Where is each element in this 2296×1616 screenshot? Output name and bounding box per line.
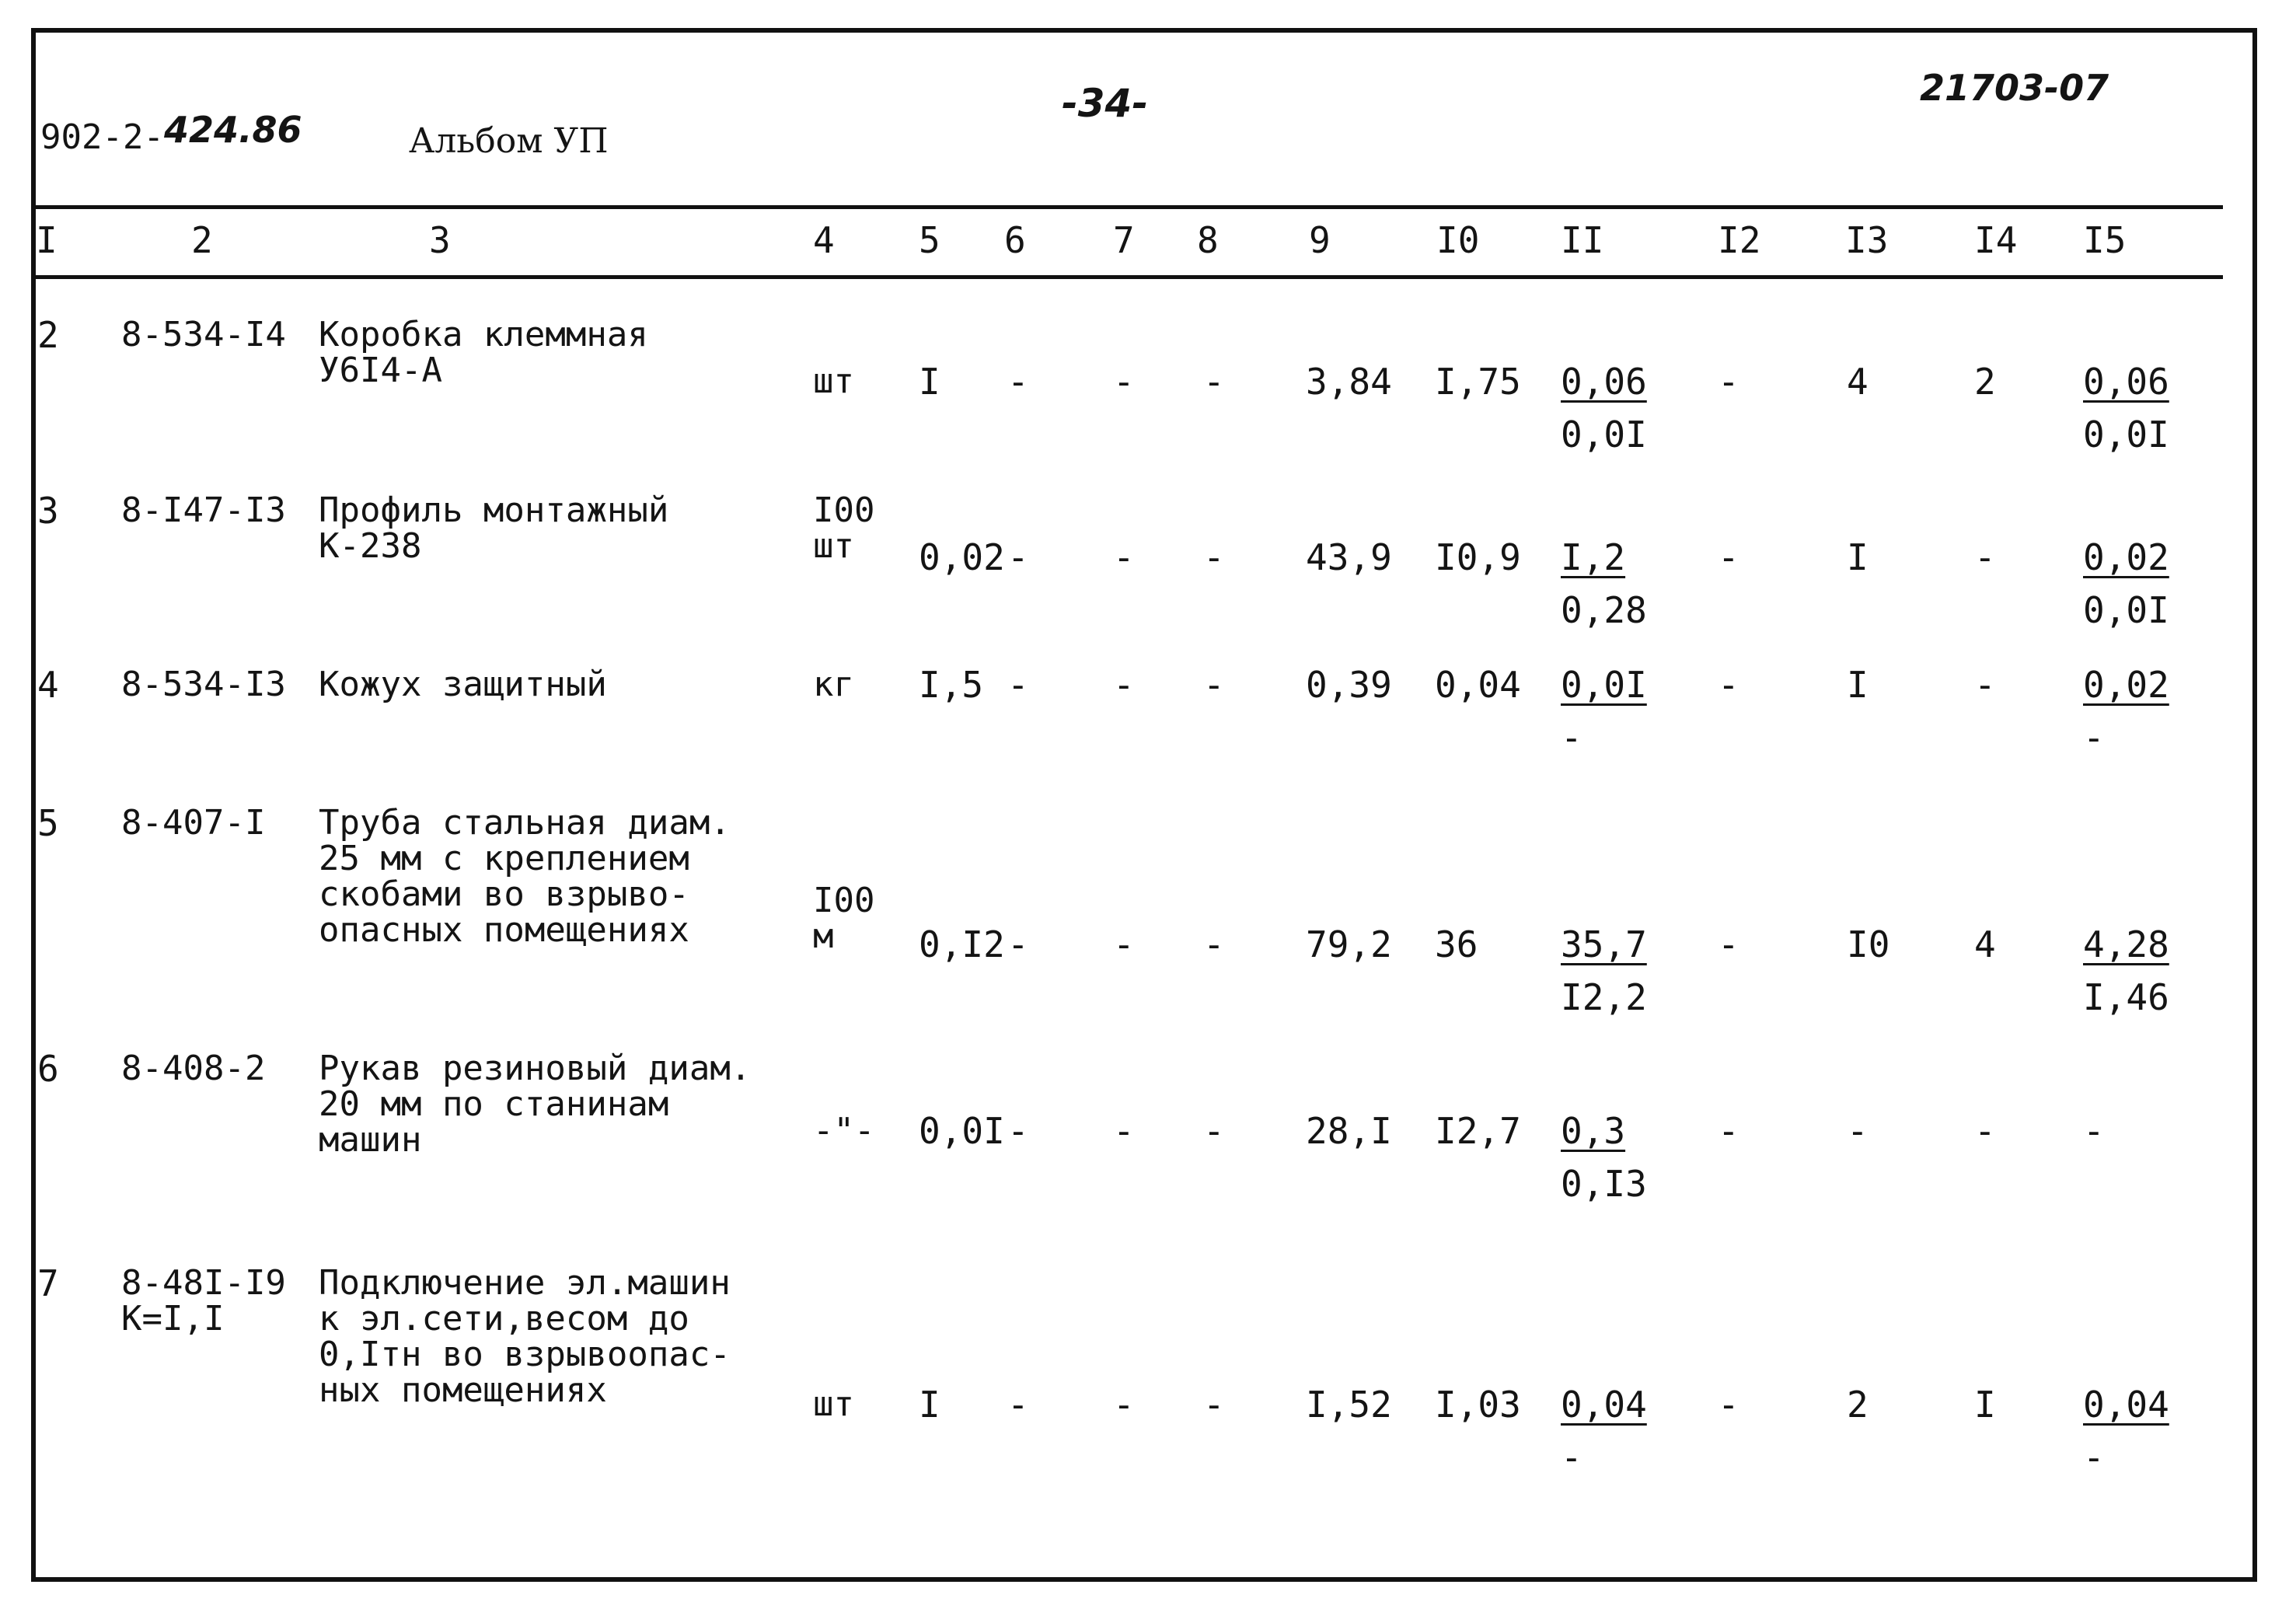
cell-c11-bottom: 0,0I xyxy=(1561,414,1647,455)
cell-c11-top: 35,7 xyxy=(1561,923,1647,965)
column-header-11: II xyxy=(1561,219,1604,261)
cell-c8: - xyxy=(1203,536,1225,578)
cell-c11-top: 0,04 xyxy=(1561,1384,1647,1426)
cell-c7: - xyxy=(1113,1110,1135,1152)
cell-c13: I xyxy=(1847,536,1869,578)
cell-c15-top: - xyxy=(2083,1110,2105,1152)
work-description: Коробка клеммная У6I4-А xyxy=(319,315,648,390)
column-header-2: 2 xyxy=(191,219,213,261)
cell-c14: - xyxy=(1974,536,1996,578)
work-description: Кожух защитный xyxy=(319,665,607,704)
column-header-12: I2 xyxy=(1718,219,1761,261)
cell-c14: I xyxy=(1974,1384,1996,1426)
cell-c8: - xyxy=(1203,1110,1225,1152)
cell-c15-top: 0,02 xyxy=(2083,536,2169,578)
doc-code-handwritten: 424.86 xyxy=(163,109,302,151)
row-number: 2 xyxy=(37,314,59,356)
row-number: 4 xyxy=(37,664,59,706)
cell-c12: - xyxy=(1718,536,1739,578)
unit-of-measure: I00 шт xyxy=(813,490,875,566)
header-top-rule xyxy=(36,205,2223,209)
cell-c13: I xyxy=(1847,664,1869,706)
cell-c8: - xyxy=(1203,1384,1225,1426)
column-header-8: 8 xyxy=(1197,219,1219,261)
unit-of-measure: I00 м xyxy=(813,881,875,956)
sheet-code: 21703-07 xyxy=(1920,67,2109,109)
cell-c15-bottom: 0,0I xyxy=(2083,589,2169,631)
cell-c11-top: I,2 xyxy=(1561,536,1626,578)
column-header-10: I0 xyxy=(1436,219,1480,261)
cell-c7: - xyxy=(1113,536,1135,578)
resource-code: 8-48I-I9 К=I,I xyxy=(121,1263,286,1339)
page-number: -34- xyxy=(1062,81,1149,126)
cell-c11-bottom: 0,28 xyxy=(1561,589,1647,631)
cell-c9: 43,9 xyxy=(1306,536,1392,578)
cell-c9: I,52 xyxy=(1306,1384,1392,1426)
cell-c9: 0,39 xyxy=(1306,664,1392,706)
cell-c9: 79,2 xyxy=(1306,923,1392,965)
cell-c10: I,03 xyxy=(1435,1384,1521,1426)
unit-of-measure: шт xyxy=(813,1384,854,1424)
cell-c7: - xyxy=(1113,1384,1135,1426)
cell-c10: I0,9 xyxy=(1435,536,1521,578)
cell-c12: - xyxy=(1718,1110,1739,1152)
cell-c14: 2 xyxy=(1974,361,1996,403)
cell-c5: 0,02 xyxy=(919,536,1005,578)
cell-c10: 0,04 xyxy=(1435,664,1521,706)
row-number: 7 xyxy=(37,1262,59,1304)
work-description: Профиль монтажный К-238 xyxy=(319,490,669,566)
cell-c11-bottom: I2,2 xyxy=(1561,976,1647,1018)
cell-c13: I0 xyxy=(1847,923,1890,965)
cell-c7: - xyxy=(1113,664,1135,706)
doc-code xyxy=(40,109,302,157)
cell-c5: I xyxy=(919,361,940,403)
work-description: Рукав резиновый диам. 20 мм по станинам машин xyxy=(319,1049,752,1160)
cell-c12: - xyxy=(1718,361,1739,403)
unit-of-measure: кг xyxy=(813,665,854,704)
cell-c15-bottom: - xyxy=(2083,1436,2105,1478)
resource-code: 8-534-I4 xyxy=(121,315,286,354)
row-number: 6 xyxy=(37,1048,59,1090)
cell-c6: - xyxy=(1007,536,1029,578)
cell-c10: I,75 xyxy=(1435,361,1521,403)
column-header-7: 7 xyxy=(1113,219,1135,261)
column-header-15: I5 xyxy=(2083,219,2127,261)
cell-c8: - xyxy=(1203,664,1225,706)
resource-code: 8-407-I xyxy=(121,803,266,843)
cell-c5: 0,0I xyxy=(919,1110,1005,1152)
row-number: 3 xyxy=(37,490,59,532)
unit-of-measure: шт xyxy=(813,361,854,401)
cell-c15-top: 0,02 xyxy=(2083,664,2169,706)
column-header-6: 6 xyxy=(1004,219,1026,261)
column-header-1: I xyxy=(36,219,58,261)
cell-c13: - xyxy=(1847,1110,1869,1152)
column-header-5: 5 xyxy=(919,219,940,261)
cell-c14: - xyxy=(1974,664,1996,706)
cell-c15-bottom: - xyxy=(2083,717,2105,759)
row-number: 5 xyxy=(37,802,59,844)
cell-c9: 28,I xyxy=(1306,1110,1392,1152)
cell-c6: - xyxy=(1007,361,1029,403)
cell-c8: - xyxy=(1203,923,1225,965)
cell-c6: - xyxy=(1007,1110,1029,1152)
column-header-4: 4 xyxy=(813,219,835,261)
album-label: Альбом УП xyxy=(409,121,609,161)
cell-c11-top: 0,06 xyxy=(1561,361,1647,403)
cell-c6: - xyxy=(1007,1384,1029,1426)
cell-c13: 4 xyxy=(1847,361,1869,403)
column-header-3: 3 xyxy=(429,219,451,261)
cell-c11-top: 0,0I xyxy=(1561,664,1647,706)
cell-c6: - xyxy=(1007,664,1029,706)
cell-c6: - xyxy=(1007,923,1029,965)
header-bottom-rule xyxy=(36,275,2223,279)
resource-code: 8-I47-I3 xyxy=(121,490,286,530)
cell-c14: 4 xyxy=(1974,923,1996,965)
cell-c12: - xyxy=(1718,923,1739,965)
cell-c11-top: 0,3 xyxy=(1561,1110,1626,1152)
cell-c13: 2 xyxy=(1847,1384,1869,1426)
unit-of-measure: -"- xyxy=(813,1111,875,1150)
cell-c5: 0,I2 xyxy=(919,923,1005,965)
cell-c12: - xyxy=(1718,664,1739,706)
cell-c11-bottom: 0,I3 xyxy=(1561,1163,1647,1205)
resource-code: 8-534-I3 xyxy=(121,665,286,704)
cell-c7: - xyxy=(1113,361,1135,403)
cell-c5: I xyxy=(919,1384,940,1426)
column-header-14: I4 xyxy=(1974,219,2018,261)
cell-c14: - xyxy=(1974,1110,1996,1152)
cell-c8: - xyxy=(1203,361,1225,403)
cell-c11-bottom: - xyxy=(1561,1436,1582,1478)
work-description: Подключение эл.машин к эл.сети,весом до 0,Iтн во взрывоопас- ных помещениях xyxy=(319,1263,731,1410)
cell-c15-bottom: I,46 xyxy=(2083,976,2169,1018)
cell-c9: 3,84 xyxy=(1306,361,1392,403)
cell-c10: 36 xyxy=(1435,923,1478,965)
resource-code: 8-408-2 xyxy=(121,1049,266,1088)
column-header-13: I3 xyxy=(1845,219,1889,261)
cell-c12: - xyxy=(1718,1384,1739,1426)
cell-c10: I2,7 xyxy=(1435,1110,1521,1152)
work-description: Труба стальная диам. 25 мм с креплением скобами во взрыво- опасных помещениях xyxy=(319,803,731,950)
cell-c15-top: 0,06 xyxy=(2083,361,2169,403)
doc-code-prefix: 902-2- xyxy=(40,117,164,157)
column-header-9: 9 xyxy=(1309,219,1331,261)
cell-c5: I,5 xyxy=(919,664,984,706)
cell-c15-bottom: 0,0I xyxy=(2083,414,2169,455)
cell-c11-bottom: - xyxy=(1561,717,1582,759)
cell-c15-top: 0,04 xyxy=(2083,1384,2169,1426)
cell-c7: - xyxy=(1113,923,1135,965)
cell-c15-top: 4,28 xyxy=(2083,923,2169,965)
